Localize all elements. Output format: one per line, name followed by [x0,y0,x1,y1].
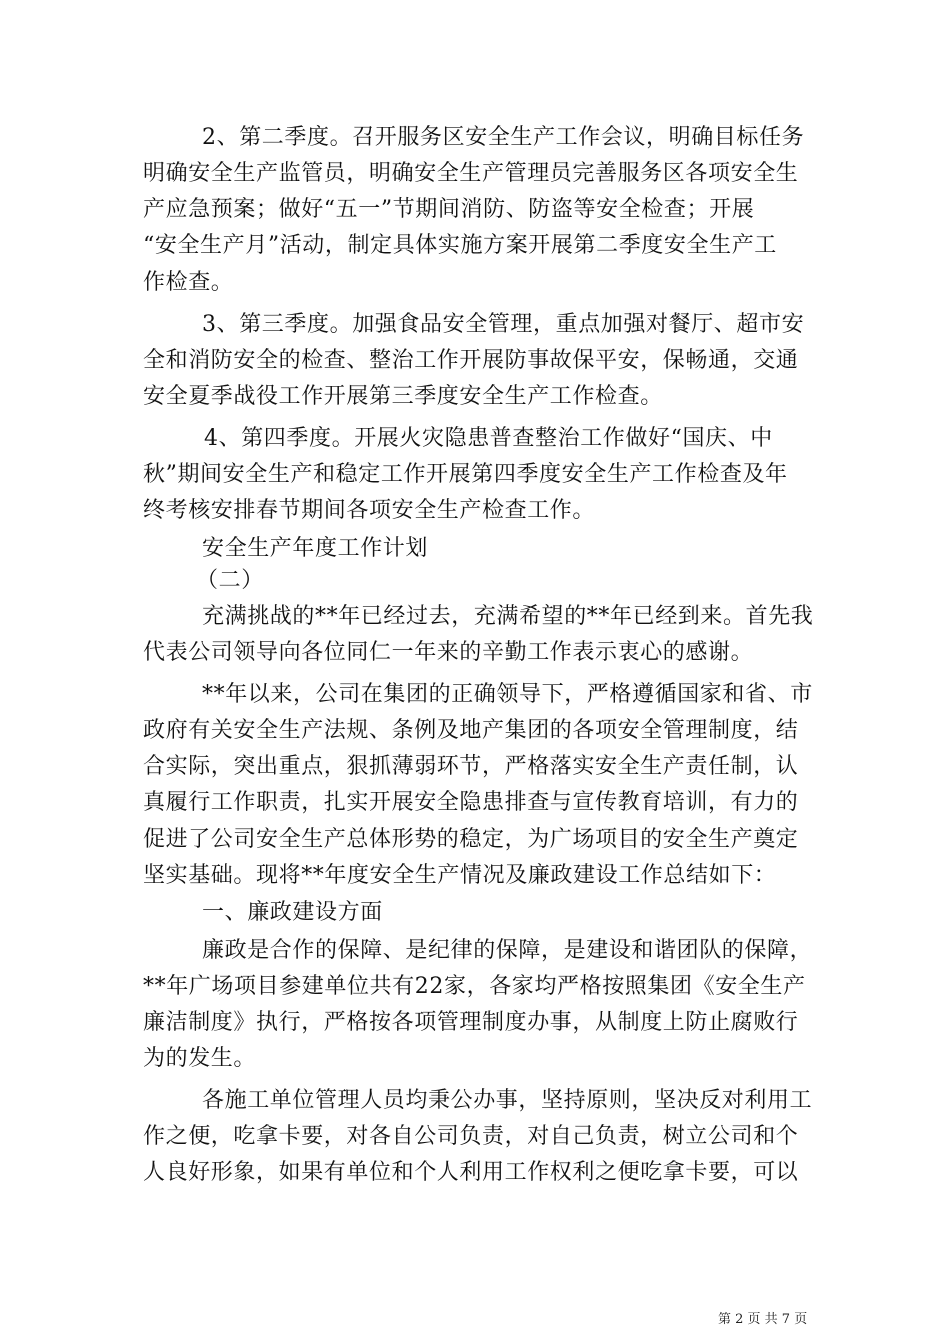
text-line: 作之便，吃拿卡要，对各自公司负责，对自己负责，树立公司和个 [143,1124,799,1149]
text-line: 廉政是合作的保障、是纪律的保障，是建设和谐团队的保障， [202,938,813,963]
text-line: 政府有关安全生产法规、条例及地产集团的各项安全管理制度，结 [143,718,799,743]
text-line: 终考核安排春节期间各项安全生产检查工作。 [143,498,596,523]
text-line: 真履行工作职责，扎实开展安全隐患排查与宣传教育培训，有力的 [143,790,799,815]
text-line: 充满挑战的**年已经过去，充满希望的**年已经到来。首先我 [202,604,814,629]
page-number: 第 2 页 共 7 页 [718,1312,808,1327]
text-line: 安全夏季战役工作开展第三季度安全生产工作检查。 [143,384,663,409]
text-line: 廉洁制度》执行，严格按各项管理制度办事，从制度上防止腐败行 [143,1010,799,1035]
text-line: **年以来，公司在集团的正确领导下，严格遵循国家和省、市 [202,682,813,707]
section-heading: 一、廉政建设方面 [202,900,383,925]
text-line: 明确安全生产监管员，明确安全生产管理员完善服务区各项安全生 [143,161,799,186]
text-line: 秋”期间安全生产和稳定工作开展第四季度安全生产工作检查及年 [143,462,788,487]
text-line: 作检查。 [143,270,234,295]
subsection-marker: （二） [196,568,264,593]
text-line: 为的发生。 [143,1046,257,1071]
text-line: 坚实基础。现将**年度安全生产情况及廉政建设工作总结如下： [143,863,777,888]
text-line: 4、第四季度。开展火灾隐患普查整治工作做好“国庆、中 [204,426,773,451]
text-line: **年广场项目参建单位共有22家，各家均严格按照集团《安全生产 [143,974,806,999]
text-line: 各施工单位管理人员均秉公办事，坚持原则，坚决反对利用工 [202,1088,813,1113]
text-line: 3、第三季度。加强食品安全管理，重点加强对餐厅、超市安 [202,312,805,337]
text-line: 全和消防安全的检查、整治工作开展防事故保平安，保畅通，交通 [143,348,799,373]
text-line: 人良好形象，如果有单位和个人利用工作权利之便吃拿卡要，可以 [143,1160,799,1185]
text-line: 2、第二季度。召开服务区安全生产工作会议，明确目标任务 [202,125,805,150]
text-line: 合实际，突出重点，狠抓薄弱环节，严格落实安全生产责任制，认 [143,754,799,779]
section-title: 安全生产年度工作计划 [202,536,429,561]
text-line: 产应急预案；做好“五一”节期间消防、防盗等安全检查；开展 [143,197,755,222]
text-line: 代表公司领导向各位同仁一年来的辛勤工作表示衷心的感谢。 [143,640,754,665]
text-line: “安全生产月”活动，制定具体实施方案开展第二季度安全生产工 [143,233,777,258]
text-line: 促进了公司安全生产总体形势的稳定，为广场项目的安全生产奠定 [143,827,799,852]
